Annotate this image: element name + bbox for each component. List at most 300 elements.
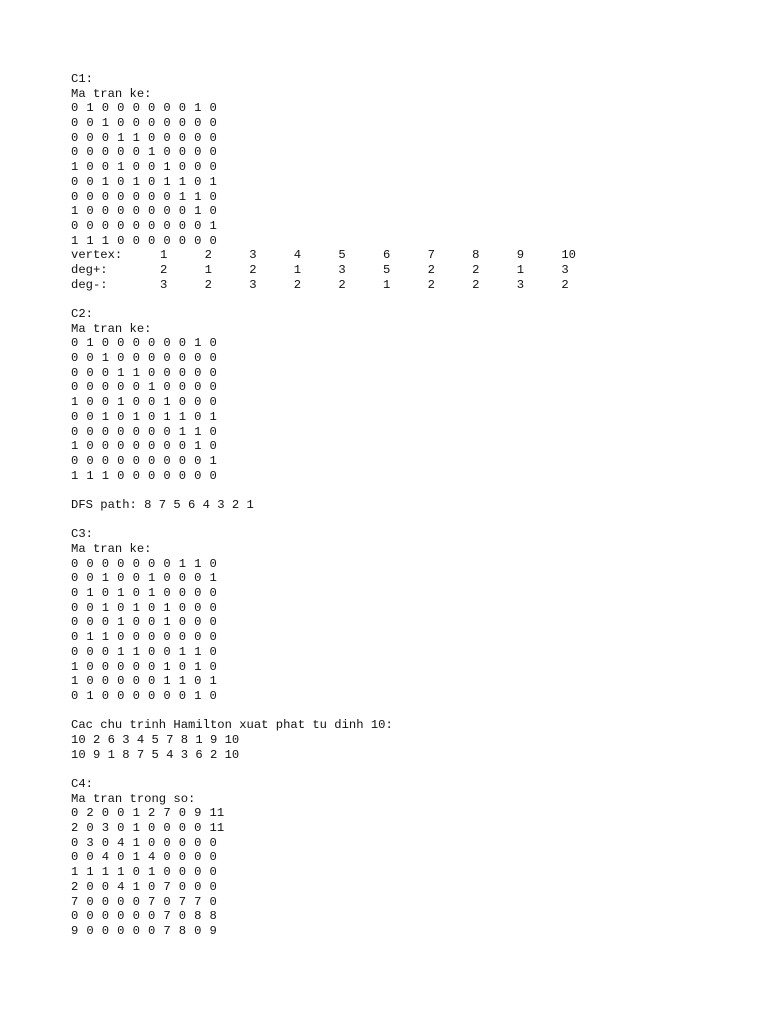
matrix-cell: 1	[147, 571, 156, 586]
degree-value: 1	[204, 262, 212, 277]
matrix-cell: 1	[163, 409, 171, 424]
matrix-row	[71, 439, 606, 454]
matrix-cell: 0	[194, 923, 202, 938]
matrix-cell: 0	[86, 351, 94, 366]
degree-value: 2	[293, 277, 302, 292]
matrix-cell: 0	[194, 409, 202, 424]
matrix-row	[71, 865, 606, 880]
matrix-cell: 0	[117, 409, 125, 424]
matrix-cell: 0	[209, 424, 217, 439]
matrix-cell: 0	[71, 586, 79, 601]
matrix-cell: 1	[178, 174, 187, 189]
matrix-cell: 0	[86, 821, 94, 836]
matrix-cell: 0	[117, 174, 125, 189]
matrix-cell: 0	[163, 644, 171, 659]
matrix-label: Ma tran ke:	[71, 86, 152, 101]
matrix-cell: 0	[194, 674, 202, 689]
matrix-cell: 1	[194, 659, 202, 674]
matrix-cell: 0	[147, 644, 156, 659]
matrix-cell: 1	[101, 571, 110, 586]
matrix-cell: 1	[101, 233, 110, 248]
matrix-cell: 0	[101, 453, 110, 468]
matrix-cell: 9	[71, 923, 79, 938]
matrix-cell: 1	[194, 644, 202, 659]
matrix-cell: 1	[209, 674, 217, 689]
matrix-cell: 0	[71, 644, 79, 659]
matrix-cell: 1	[86, 468, 94, 483]
matrix-cell: 0	[132, 453, 140, 468]
matrix-row	[71, 351, 606, 366]
matrix-cell: 0	[117, 923, 125, 938]
degree-value: 3	[249, 277, 257, 292]
degree-value: 2	[561, 277, 569, 292]
degree-value: 10	[561, 248, 576, 263]
matrix-cell: 0	[178, 145, 187, 160]
matrix-cell: 1	[147, 380, 156, 395]
degree-value: 3	[249, 248, 257, 263]
matrix-cell: 0	[209, 233, 217, 248]
matrix-cell: 0	[86, 145, 94, 160]
matrix-cell: 1	[194, 439, 202, 454]
degree-value: 2	[160, 262, 168, 277]
matrix-cell: 0	[147, 909, 156, 924]
degree-value: 1	[160, 248, 168, 263]
matrix-row	[71, 219, 606, 234]
matrix-cell: 0	[147, 204, 156, 219]
section-heading: C4:	[71, 777, 93, 791]
matrix-cell: 0	[178, 806, 187, 821]
matrix-cell: 0	[178, 336, 187, 351]
matrix-cell: 1	[163, 674, 171, 689]
matrix-row	[71, 924, 606, 939]
matrix-cell: 0	[147, 600, 156, 615]
matrix-cell: 0	[71, 218, 79, 233]
matrix-cell: 0	[163, 189, 171, 204]
matrix-cell: 1	[132, 835, 140, 850]
matrix-cell: 7	[163, 879, 171, 894]
matrix-cell: 1	[178, 644, 187, 659]
matrix-cell: 1	[209, 218, 217, 233]
matrix-cell: 0	[147, 424, 156, 439]
matrix-cell: 0	[71, 850, 79, 865]
matrix-cell: 0	[71, 600, 79, 615]
matrix-cell: 0	[194, 468, 202, 483]
matrix-cell: 0	[132, 395, 140, 410]
matrix-cell: 0	[71, 571, 79, 586]
degree-value: 3	[516, 277, 525, 292]
matrix-cell: 0	[117, 336, 125, 351]
matrix-cell: 0	[86, 556, 94, 571]
matrix-cell: 0	[194, 116, 202, 131]
matrix-cell: 0	[194, 351, 202, 366]
matrix-cell: 0	[209, 865, 217, 880]
matrix-cell: 7	[178, 894, 187, 909]
matrix-cell: 7	[147, 894, 156, 909]
matrix-cell: 1	[71, 659, 79, 674]
matrix-cell: 0	[86, 380, 94, 395]
matrix-cell: 0	[209, 395, 217, 410]
matrix-cell: 0	[101, 835, 110, 850]
matrix-cell: 0	[147, 879, 156, 894]
matrix-cell: 0	[163, 116, 171, 131]
matrix-cell: 0	[147, 130, 156, 145]
matrix-cell: 0	[163, 130, 171, 145]
matrix-cell: 2	[86, 806, 94, 821]
matrix-cell: 0	[209, 365, 217, 380]
matrix-row	[71, 645, 606, 660]
matrix-cell: 1	[101, 409, 110, 424]
matrix-cell: 0	[117, 218, 125, 233]
spacer	[71, 292, 606, 307]
matrix-cell: 0	[101, 395, 110, 410]
matrix-row	[71, 806, 606, 821]
spacer	[71, 483, 606, 498]
matrix-cell: 0	[132, 160, 140, 175]
matrix-row	[71, 160, 606, 175]
matrix-cell: 0	[71, 130, 79, 145]
matrix-cell: 0	[86, 218, 94, 233]
matrix-cell: 4	[117, 879, 125, 894]
degree-row	[71, 248, 606, 263]
matrix-cell: 0	[194, 865, 202, 880]
matrix-cell: 0	[132, 468, 140, 483]
matrix-cell: 0	[194, 130, 202, 145]
matrix-cell: 0	[178, 688, 187, 703]
matrix-cell: 0	[86, 659, 94, 674]
section-c1	[71, 72, 606, 292]
matrix-cell: 0	[178, 116, 187, 131]
matrix-cell: 0	[178, 101, 187, 116]
degree-value: 1	[293, 262, 302, 277]
hamilton-cycle: 10 9 1 8 7 5 4 3 6 2 10	[71, 747, 240, 762]
matrix-cell: 0	[178, 439, 187, 454]
matrix-cell: 0	[132, 865, 140, 880]
dfs-path-text: DFS path: 8 7 5 6 4 3 2 1	[71, 497, 254, 512]
matrix-cell: 0	[194, 835, 202, 850]
matrix-cell: 0	[101, 439, 110, 454]
matrix-cell: 0	[132, 659, 140, 674]
matrix-cell: 0	[101, 204, 110, 219]
matrix-cell: 0	[178, 586, 187, 601]
degree-value: 2	[427, 262, 435, 277]
matrix-cell: 1	[132, 644, 140, 659]
matrix-cell: 0	[71, 688, 79, 703]
matrix-cell: 3	[101, 821, 110, 836]
matrix-cell: 0	[71, 174, 79, 189]
matrix-cell: 1	[194, 424, 202, 439]
degree-value: 2	[249, 262, 257, 277]
matrix-cell: 0	[117, 556, 125, 571]
spacer	[71, 762, 606, 777]
matrix-cell: 0	[71, 189, 79, 204]
matrix-cell: 1	[117, 644, 125, 659]
matrix-cell: 0	[71, 453, 79, 468]
matrix-cell: 1	[71, 468, 79, 483]
matrix-row	[71, 190, 606, 205]
matrix-cell: 0	[132, 630, 140, 645]
matrix-cell: 0	[117, 101, 125, 116]
matrix-cell: 0	[132, 116, 140, 131]
matrix-cell: 0	[132, 204, 140, 219]
document-page	[71, 72, 606, 939]
matrix-cell: 0	[101, 659, 110, 674]
matrix-row	[71, 204, 606, 219]
adjacency-matrix	[71, 336, 606, 483]
matrix-cell: 0	[178, 600, 187, 615]
matrix-cell: 0	[194, 453, 202, 468]
matrix-cell: 0	[163, 424, 171, 439]
matrix-cell: 0	[117, 571, 125, 586]
matrix-cell: 0	[178, 453, 187, 468]
matrix-cell: 0	[194, 380, 202, 395]
matrix-cell: 0	[147, 395, 156, 410]
matrix-cell: 0	[163, 351, 171, 366]
matrix-cell: 1	[101, 116, 110, 131]
matrix-row	[71, 145, 606, 160]
matrix-row	[71, 674, 606, 689]
matrix-cell: 0	[163, 630, 171, 645]
matrix-cell: 0	[86, 160, 94, 175]
matrix-cell: 0	[71, 380, 79, 395]
matrix-row	[71, 615, 606, 630]
matrix-row	[71, 571, 606, 586]
matrix-cell: 0	[147, 189, 156, 204]
matrix-cell: 0	[117, 909, 125, 924]
matrix-cell: 11	[209, 806, 225, 821]
matrix-cell: 1	[71, 865, 79, 880]
matrix-cell: 0	[132, 189, 140, 204]
matrix-cell: 1	[178, 556, 187, 571]
matrix-cell: 9	[194, 806, 202, 821]
matrix-cell: 0	[209, 556, 217, 571]
matrix-cell: 0	[147, 409, 156, 424]
matrix-row	[71, 425, 606, 440]
degree-value: 9	[516, 248, 525, 263]
matrix-cell: 0	[209, 586, 217, 601]
matrix-cell: 0	[117, 233, 125, 248]
matrix-cell: 0	[86, 600, 94, 615]
matrix-cell: 0	[209, 439, 217, 454]
matrix-cell: 1	[117, 615, 125, 630]
matrix-cell: 0	[147, 116, 156, 131]
matrix-cell: 0	[147, 101, 156, 116]
matrix-row	[71, 395, 606, 410]
matrix-cell: 1	[101, 865, 110, 880]
degree-row-label: deg-:	[71, 277, 108, 292]
matrix-cell: 1	[194, 204, 202, 219]
matrix-cell: 1	[117, 160, 125, 175]
matrix-cell: 1	[101, 600, 110, 615]
matrix-cell: 0	[194, 586, 202, 601]
matrix-cell: 1	[163, 600, 171, 615]
matrix-cell: 0	[101, 923, 110, 938]
matrix-cell: 0	[209, 879, 217, 894]
matrix-cell: 0	[178, 218, 187, 233]
section-heading: C3:	[71, 527, 93, 542]
matrix-cell: 1	[117, 365, 125, 380]
matrix-cell: 8	[178, 923, 187, 938]
matrix-cell: 1	[86, 336, 94, 351]
matrix-cell: 1	[86, 233, 94, 248]
matrix-row	[71, 101, 606, 116]
matrix-cell: 0	[194, 365, 202, 380]
matrix-row	[71, 660, 606, 675]
matrix-cell: 0	[132, 336, 140, 351]
matrix-cell: 0	[163, 468, 171, 483]
matrix-cell: 0	[178, 659, 187, 674]
matrix-cell: 0	[101, 380, 110, 395]
matrix-cell: 0	[132, 909, 140, 924]
matrix-cell: 0	[178, 865, 187, 880]
matrix-cell: 0	[209, 600, 217, 615]
matrix-cell: 2	[71, 821, 79, 836]
matrix-cell: 1	[86, 630, 94, 645]
matrix-cell: 0	[178, 835, 187, 850]
matrix-cell: 3	[86, 835, 94, 850]
matrix-cell: 0	[178, 380, 187, 395]
matrix-cell: 1	[132, 600, 140, 615]
matrix-cell: 0	[209, 688, 217, 703]
matrix-row	[71, 366, 606, 381]
matrix-cell: 0	[194, 218, 202, 233]
matrix-cell: 0	[194, 821, 202, 836]
matrix-cell: 1	[163, 615, 171, 630]
matrix-cell: 0	[117, 116, 125, 131]
matrix-cell: 0	[194, 571, 202, 586]
matrix-cell: 1	[117, 395, 125, 410]
matrix-cell: 0	[132, 674, 140, 689]
degree-value: 3	[338, 262, 346, 277]
matrix-row	[71, 175, 606, 190]
degree-value: 3	[160, 277, 168, 292]
matrix-cell: 0	[209, 351, 217, 366]
matrix-cell: 0	[147, 365, 156, 380]
matrix-cell: 1	[101, 351, 110, 366]
adjacency-matrix	[71, 101, 606, 248]
matrix-cell: 4	[117, 835, 125, 850]
degree-value: 2	[472, 277, 480, 292]
matrix-cell: 0	[117, 351, 125, 366]
matrix-cell: 0	[178, 351, 187, 366]
matrix-cell: 0	[147, 615, 156, 630]
matrix-cell: 8	[194, 909, 202, 924]
matrix-cell: 1	[178, 424, 187, 439]
matrix-cell: 0	[86, 204, 94, 219]
matrix-cell: 0	[147, 659, 156, 674]
matrix-cell: 1	[117, 865, 125, 880]
matrix-cell: 1	[117, 586, 125, 601]
matrix-cell: 0	[86, 879, 94, 894]
matrix-cell: 0	[132, 424, 140, 439]
matrix-cell: 0	[71, 835, 79, 850]
matrix-cell: 2	[147, 806, 156, 821]
matrix-cell: 1	[101, 630, 110, 645]
matrix-cell: 0	[178, 879, 187, 894]
matrix-cell: 1	[163, 395, 171, 410]
matrix-cell: 0	[132, 145, 140, 160]
matrix-cell: 0	[71, 556, 79, 571]
matrix-row	[71, 234, 606, 249]
matrix-cell: 0	[132, 218, 140, 233]
matrix-cell: 0	[86, 424, 94, 439]
matrix-cell: 0	[163, 233, 171, 248]
degree-value: 4	[293, 248, 302, 263]
matrix-cell: 1	[194, 556, 202, 571]
matrix-cell: 0	[86, 909, 94, 924]
matrix-cell: 1	[86, 865, 94, 880]
matrix-cell: 0	[147, 351, 156, 366]
matrix-cell: 0	[117, 468, 125, 483]
matrix-cell: 7	[194, 894, 202, 909]
matrix-row	[71, 454, 606, 469]
matrix-cell: 0	[86, 615, 94, 630]
degree-value: 5	[382, 262, 391, 277]
hamilton-label: Cac chu trinh Hamilton xuat phat tu dinh 10:	[71, 718, 393, 733]
matrix-cell: 0	[209, 145, 217, 160]
weight-matrix	[71, 806, 606, 938]
matrix-cell: 0	[147, 556, 156, 571]
matrix-row	[71, 601, 606, 616]
matrix-cell: 1	[147, 586, 156, 601]
matrix-cell: 0	[132, 233, 140, 248]
matrix-cell: 0	[209, 101, 217, 116]
matrix-cell: 0	[132, 894, 140, 909]
matrix-cell: 0	[71, 365, 79, 380]
matrix-cell: 0	[163, 204, 171, 219]
matrix-cell: 1	[209, 453, 217, 468]
matrix-cell: 0	[117, 145, 125, 160]
matrix-cell: 0	[178, 395, 187, 410]
matrix-row	[71, 336, 606, 351]
matrix-cell: 0	[209, 468, 217, 483]
matrix-cell: 1	[71, 233, 79, 248]
matrix-cell: 0	[101, 644, 110, 659]
matrix-cell: 0	[209, 204, 217, 219]
matrix-label: Ma tran ke:	[71, 321, 152, 336]
matrix-cell: 0	[163, 365, 171, 380]
matrix-cell: 0	[163, 586, 171, 601]
matrix-cell: 1	[178, 674, 187, 689]
matrix-cell: 7	[163, 909, 171, 924]
matrix-cell: 1	[132, 806, 140, 821]
matrix-cell: 0	[132, 101, 140, 116]
matrix-cell: 0	[209, 659, 217, 674]
matrix-row	[71, 116, 606, 131]
matrix-cell: 0	[117, 821, 125, 836]
matrix-cell: 0	[178, 615, 187, 630]
degree-row-label: deg+:	[71, 262, 108, 277]
matrix-label: Ma tran ke:	[71, 542, 152, 556]
matrix-cell: 1	[209, 409, 217, 424]
matrix-cell: 7	[163, 806, 171, 821]
matrix-cell: 0	[209, 894, 217, 909]
degree-value: 3	[561, 262, 569, 277]
matrix-cell: 9	[209, 923, 217, 938]
matrix-cell: 1	[71, 395, 79, 410]
matrix-cell: 0	[178, 821, 187, 836]
matrix-cell: 0	[117, 189, 125, 204]
matrix-cell: 1	[101, 468, 110, 483]
matrix-cell: 0	[163, 850, 171, 865]
matrix-cell: 0	[163, 835, 171, 850]
matrix-cell: 0	[163, 439, 171, 454]
matrix-cell: 0	[86, 174, 94, 189]
matrix-cell: 8	[209, 909, 217, 924]
matrix-cell: 0	[117, 453, 125, 468]
matrix-cell: 0	[71, 101, 79, 116]
matrix-cell: 0	[117, 600, 125, 615]
section-c3	[71, 527, 606, 762]
